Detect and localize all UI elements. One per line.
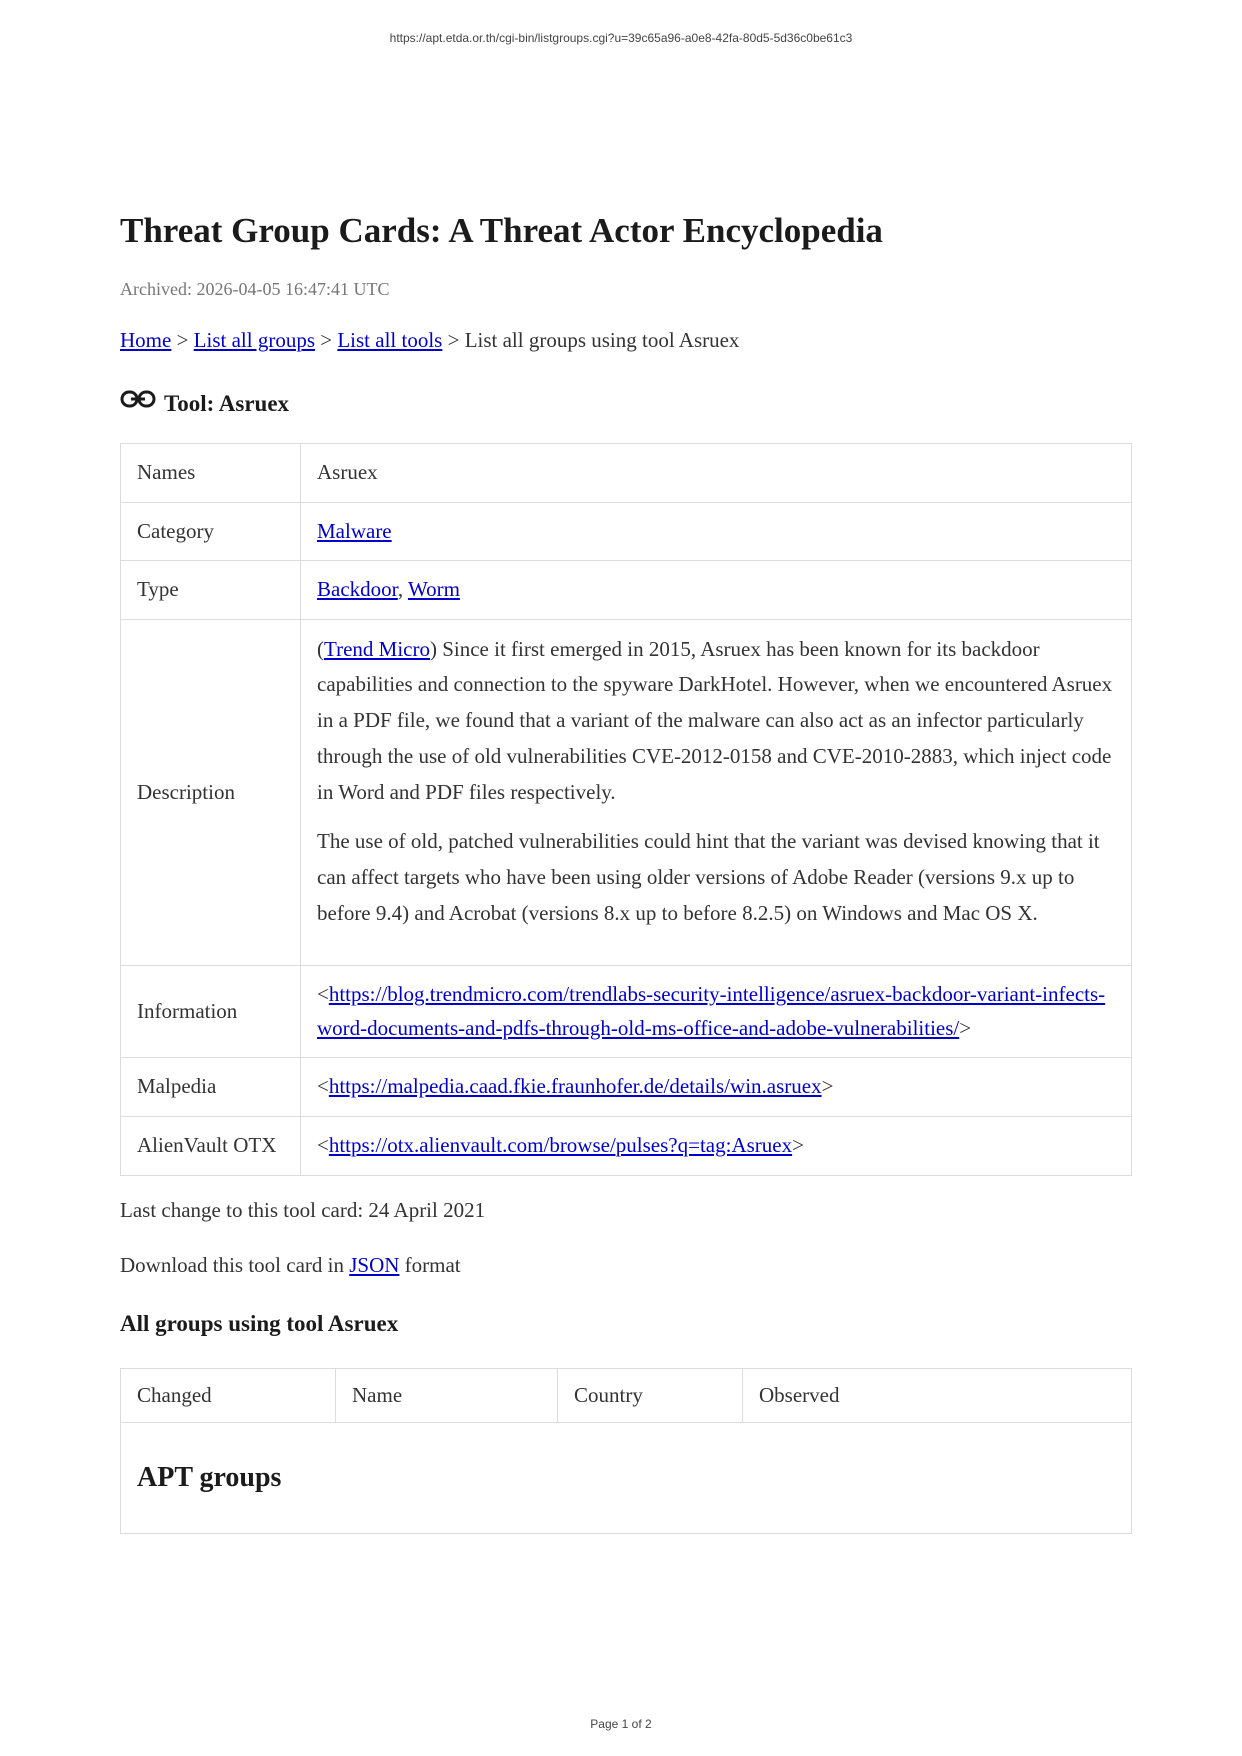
table-row [121,502,1132,561]
type-backdoor-link[interactable]: Backdoor [317,577,398,602]
groups-header-row [121,1368,1132,1422]
tool-heading-text: Tool: Asruex [164,391,290,416]
paren-open: ( [317,636,324,661]
information-url-link[interactable]: https://blog.trendmicro.com/trendlabs-security-intelligence/asruex-backdoor-variant-infects-word-documents-and-pdfs-through-old-ms-office-and-adobe-vulnerabilities/ [317,982,1106,1040]
column-header-changed[interactable]: Changed [121,1368,336,1422]
groups-section-row [121,1422,1132,1533]
category-key: Category [121,502,301,561]
tool-heading [120,391,1132,417]
otx-key: AlienVault OTX [121,1117,301,1176]
malpedia-url-link[interactable]: https://malpedia.caad.fkie.fraunhofer.de/details/win.asruex [328,1074,822,1099]
apt-groups-section-title: APT groups [121,1422,1132,1533]
angle-open: < [317,982,329,1007]
description-paragraph [317,632,1115,810]
column-header-observed[interactable]: Observed [743,1368,1132,1422]
otx-url-link[interactable]: https://otx.alienvault.com/browse/pulses?q=tag:Asruex [328,1133,793,1158]
otx-value [301,1117,1132,1176]
page-number: Page 1 of 2 [590,1717,652,1731]
breadcrumb-home-link[interactable]: Home [120,328,172,352]
breadcrumb [120,328,1132,353]
download-prefix: Download this tool card in [120,1252,344,1277]
breadcrumb-separator: > [320,328,333,352]
print-header-url: https://apt.etda.or.th/cgi-bin/listgroups.cgi?u=39c65a96-a0e8-42fa-80d5-5d36c0be61c3 [389,31,853,45]
angle-close: > [821,1074,834,1099]
malpedia-value [301,1058,1132,1117]
column-header-country[interactable]: Country [558,1368,743,1422]
column-header-name[interactable]: Name [336,1368,558,1422]
table-row [121,619,1132,966]
table-row [121,561,1132,620]
type-separator: , [397,577,404,602]
information-value [301,966,1132,1058]
groups-heading: All groups using tool Asruex [120,1310,399,1336]
type-key: Type [121,561,301,620]
table-row [121,1058,1132,1117]
main-content [120,210,1132,1534]
malpedia-key: Malpedia [121,1058,301,1117]
breadcrumb-groups-link[interactable]: List all groups [193,328,315,352]
category-malware-link[interactable]: Malware [317,518,392,543]
table-row [121,966,1132,1058]
groups-table [120,1368,1132,1534]
table-row [121,1117,1132,1176]
breadcrumb-current: List all groups using tool Asruex [464,328,740,352]
download-line [120,1253,1132,1278]
json-download-link[interactable]: JSON [349,1252,400,1277]
description-paragraph-2: The use of old, patched vulnerabilities could hint that the variant was devised knowing that it can affect targets who have been using older versions of Adobe Reader (versions 9.x up to before 9.4) and Acrobat (versions 8.x up to before 8.2.5) on Windows and Mac OS X. [317,829,1100,925]
type-value [301,561,1132,620]
archived-timestamp: Archived: 2026-04-05 16:47:41 UTC [120,279,390,299]
angle-close: > [959,1015,972,1040]
tool-info-table [120,443,1132,1176]
breadcrumb-separator: > [447,328,460,352]
breadcrumb-tools-link[interactable]: List all tools [337,328,443,352]
breadcrumb-separator: > [176,328,189,352]
information-key: Information [121,966,301,1058]
names-key: Names [121,444,301,503]
download-suffix: format [404,1252,461,1277]
names-value: Asruex [301,444,1132,503]
description-value [301,619,1132,966]
description-key: Description [121,619,301,966]
link-icon [120,387,156,411]
page-title: Threat Group Cards: A Threat Actor Encyclopedia [120,211,883,250]
angle-close: > [792,1133,804,1158]
last-change-text: Last change to this tool card: 24 April 2021 [120,1197,486,1222]
table-row [121,444,1132,503]
category-value [301,502,1132,561]
trend-micro-link[interactable]: Trend Micro [324,636,430,661]
description-text: ) Since it first emerged in 2015, Asruex has been known for its backdoor capabilities and connection to the spyware DarkHotel. However, when we encountered Asruex in a PDF file, we found that a variant of the malware can also act as an infector particularly through the use of old vulnerabilities CVE-2012-0158 and CVE-2010-2883, which inject code in Word and PDF files respectively. [317,636,1113,804]
angle-open: < [317,1074,329,1099]
type-worm-link[interactable]: Worm [407,577,460,602]
angle-open: < [317,1133,329,1158]
